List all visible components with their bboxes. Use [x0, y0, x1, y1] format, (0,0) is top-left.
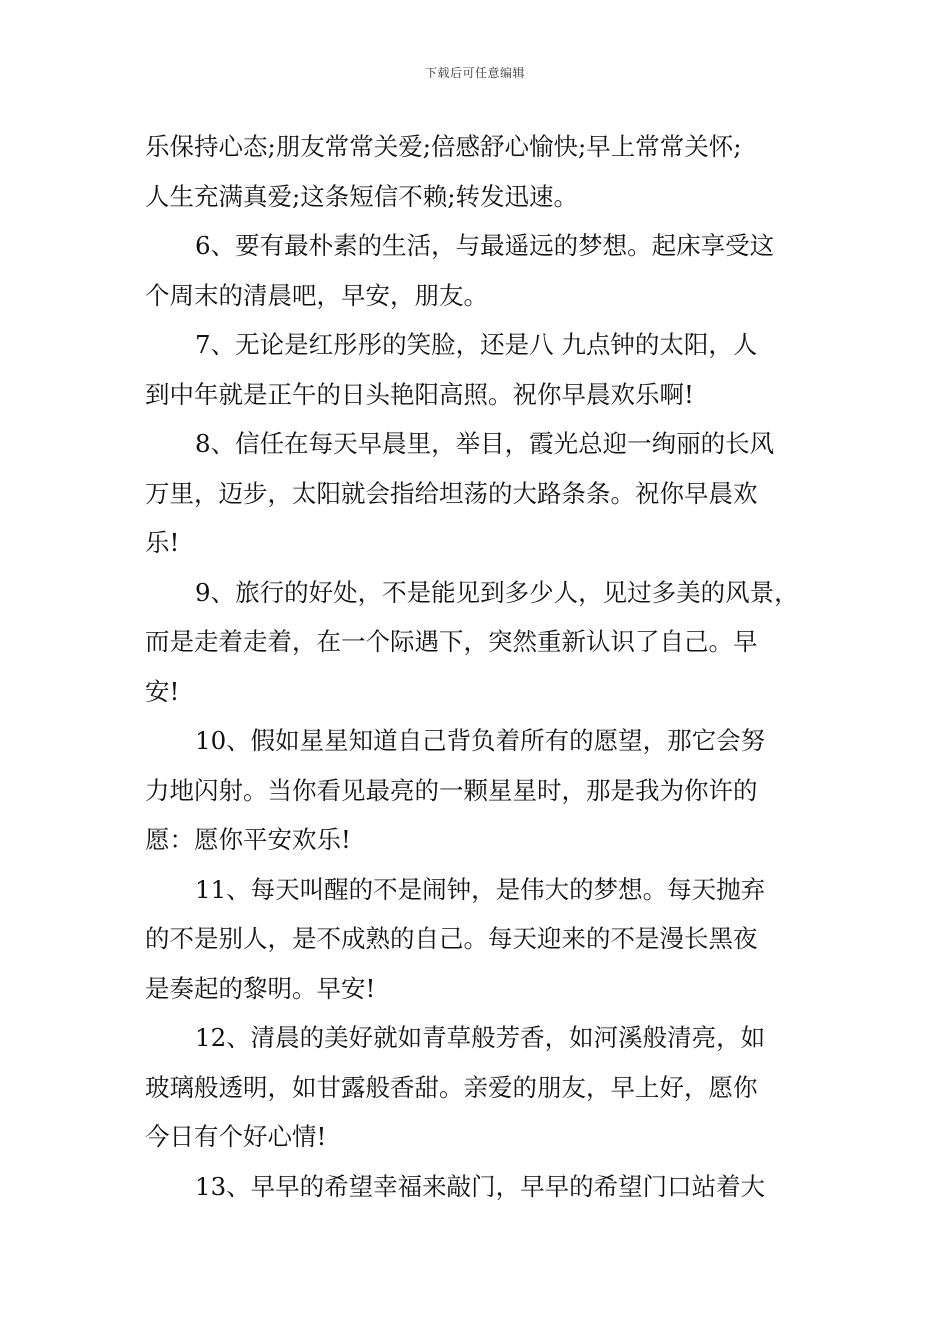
- text-line: 人生充满真爱;这条短信不赖;转发迅速。: [145, 181, 579, 211]
- text-line: 力地闪射。当你看见最亮的一颗星星时，那是我为你许的: [145, 775, 758, 805]
- document-body: [145, 122, 810, 1211]
- text-line: 11、每天叫醒的不是闹钟，是伟大的梦想。每天抛弃: [195, 874, 766, 904]
- text-line: 是奏起的黎明。早安!: [145, 973, 376, 1003]
- text-line: 10、假如星星知道自己背负着所有的愿望，那它会努: [195, 726, 766, 755]
- text-line: 的不是别人，是不成熟的自己。每天迎来的不是漫长黑夜: [145, 924, 758, 953]
- text-line: 8、信任在每天早晨里，举目，霞光总迎一绚丽的长风: [195, 429, 775, 458]
- text-line: 乐保持心态;朋友常常关爱;倍感舒心愉快;早上常常关怀;: [145, 132, 742, 161]
- text-line: 12、清晨的美好就如青草般芳香，如河溪般清亮，如: [195, 1023, 766, 1052]
- text-line: 玻璃般透明，如甘露般香甜。亲爱的朋友，早上好，愿你: [145, 1072, 758, 1102]
- text-line: 安!: [145, 676, 180, 706]
- text-line: 7、无论是红彤彤的笑脸，还是八 九点钟的太阳，人: [195, 330, 758, 359]
- text-line: 6、要有最朴素的生活，与最遥远的梦想。起床享受这: [195, 231, 775, 260]
- page-header: 下载后可任意编辑: [424, 66, 525, 80]
- text-line: 13、早早的希望幸福来敲门，早早的希望门口站着大: [195, 1171, 766, 1201]
- text-line: 乐!: [145, 528, 180, 557]
- text-line: 万里，迈步，太阳就会指给坦荡的大路条条。祝你早晨欢: [145, 478, 758, 508]
- text-line: 个周末的清晨吧，早安，朋友。: [145, 280, 488, 310]
- text-line: 今日有个好心情!: [145, 1122, 327, 1151]
- text-line: 9、旅行的好处，不是能见到多少人，见过多美的风景，: [195, 577, 799, 607]
- text-line: 愿：愿你平安欢乐!: [145, 825, 351, 854]
- text-line: 到中年就是正午的日头艳阳高照。祝你早晨欢乐啊!: [145, 379, 694, 409]
- text-line: 而是走着走着，在一个际遇下，突然重新认识了自己。早: [145, 627, 758, 656]
